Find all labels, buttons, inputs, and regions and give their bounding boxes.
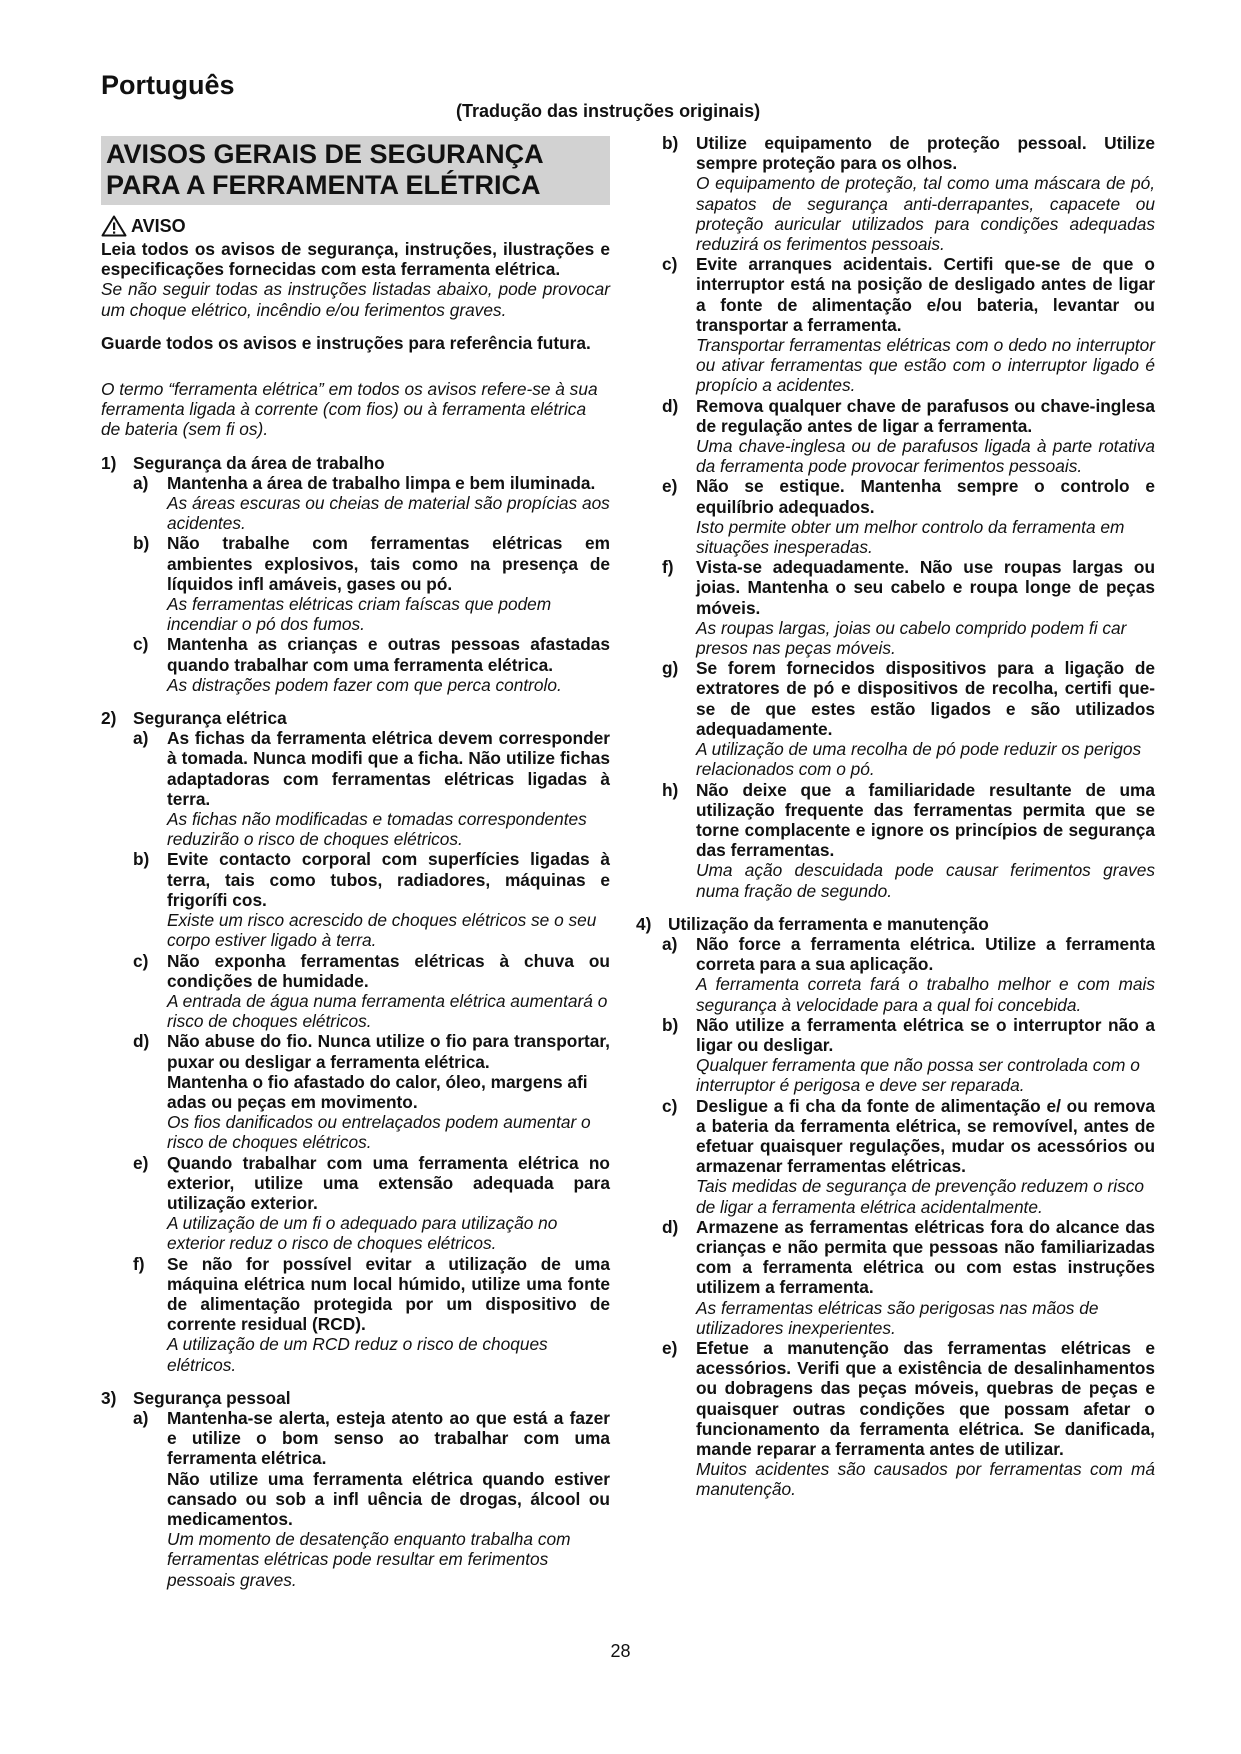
item-letter: e) (662, 1337, 678, 1358)
item-explanation: A entrada de água numa ferramenta elétrica aumentará o risco de choques elétricos. (167, 990, 608, 1032)
item-instruction: Não deixe que a familiaridade resultante de uma utilização frequente das ferramentas permita que se torne complacente e ignore os princípios de segurança das ferramentas. (696, 779, 1155, 861)
item-instruction: Evite arranques acidentais. Certifi que-se de que o interruptor está na posição de desligado antes de ligar a fonte de alimentação e/ou bateria, levantar ou transportar a ferramenta. (696, 254, 1155, 335)
right-column (636, 133, 1155, 1500)
item-letter: c) (662, 1095, 678, 1116)
item-explanation: As fichas não modificadas e tomadas correspondentes reduzirão o risco de choques elétricos. (167, 809, 587, 850)
term-definition: O termo “ferramenta elétrica” em todos os avisos refere-se à sua ferramenta ligada à corrente (com fios) ou à ferramenta elétrica de bateria (sem fi os). (101, 379, 598, 440)
list-item (133, 1254, 610, 1375)
item-letter: f) (662, 557, 674, 578)
item-instruction: Mantenha a área de trabalho limpa e bem iluminada. (167, 472, 596, 493)
list-item (662, 133, 1155, 254)
list-item (662, 476, 1155, 557)
item-letter: e) (662, 476, 678, 497)
item-explanation: Muitos acidentes são causados por ferramentas com má manutenção. (696, 1459, 1155, 1500)
item-instruction-2: Não utilize uma ferramenta elétrica quando estiver cansado ou sob a infl uência de drogas, álcool ou medicamentos. (167, 1468, 610, 1529)
keep-instructions: Guarde todos os avisos e instruções para referência futura. (101, 332, 591, 353)
warning-label: AVISO (131, 215, 186, 236)
list-item (662, 658, 1155, 779)
item-instruction: Se forem fornecidos dispositivos para a ligação de extratores de pó e dispositivos de recolha, certifi que-se de que estes estão ligados e são utilizados adequadamente. (696, 658, 1155, 739)
item-letter: d) (662, 395, 679, 416)
list-item (133, 1153, 610, 1254)
item-letter: a) (662, 933, 678, 954)
section-number: 2) (101, 708, 117, 729)
item-explanation: Um momento de desatenção enquanto trabalha com ferramentas elétricas pode resultar em ferimentos pessoais graves. (167, 1529, 571, 1590)
item-instruction: Efetue a manutenção das ferramentas elétricas e acessórios. Verifi que a existência de desalinhamentos ou dobragens das peças móveis, quebras de peças e quaisquer outras condições que possam afetar o funcionamento da ferramenta elétrica. Se danificada, mande reparar a ferramenta antes de utilizar. (696, 1337, 1155, 1459)
item-letter: b) (662, 1014, 679, 1035)
item-instruction: Armazene as ferramentas elétricas fora do alcance das crianças e não permita que pessoas não familiarizadas com a ferramenta elétrica ou com estas instruções utilizem a ferramenta. (696, 1216, 1155, 1298)
item-explanation: As ferramentas elétricas criam faíscas que podem incendiar o pó dos fumos. (167, 594, 552, 635)
item-explanation: As roupas largas, joias ou cabelo comprido podem fi car presos nas peças móveis. (696, 617, 1127, 659)
item-instruction: Não force a ferramenta elétrica. Utilize a ferramenta correta para a sua aplicação. (696, 933, 1155, 975)
item-explanation: Transportar ferramentas elétricas com o dedo no interruptor ou ativar ferramentas que estão com o interruptor ligado é propício a acidentes. (696, 335, 1155, 396)
section-number: 1) (101, 452, 117, 473)
list-item (133, 728, 610, 849)
item-explanation: Uma chave-inglesa ou de parafusos ligada à parte rotativa da ferramenta pode provocar ferimentos pessoais. (696, 436, 1155, 477)
list-item (133, 1408, 610, 1590)
item-letter: c) (133, 634, 149, 655)
item-letter: a) (133, 1407, 149, 1428)
item-instruction: Vista-se adequadamente. Não use roupas largas ou joias. Mantenha o seu cabelo e roupa longe de peças móveis. (696, 557, 1155, 618)
list-item (133, 634, 610, 695)
item-letter: a) (133, 728, 149, 749)
warning-explain: Se não seguir todas as instruções listadas abaixo, pode provocar um choque elétrico, incêndio e/ou ferimentos graves. (101, 279, 610, 320)
item-explanation: Uma ação descuidada pode causar ferimentos graves numa fração de segundo. (696, 860, 1155, 901)
section-title: Segurança pessoal (133, 1387, 291, 1408)
item-instruction: Quando trabalhar com uma ferramenta elétrica no exterior, utilize uma extensão adequada para utilização exterior. (167, 1152, 610, 1213)
warning-heading (101, 215, 610, 237)
list-item (133, 1031, 610, 1152)
item-instruction: Utilize equipamento de proteção pessoal. Utilize sempre proteção para os olhos. (696, 133, 1155, 174)
list-item (662, 934, 1155, 1015)
list-item (133, 951, 610, 1032)
item-letter: c) (133, 950, 149, 971)
left-column (101, 136, 610, 1590)
list-item (662, 396, 1155, 477)
item-instruction: Evite contacto corporal com superfícies ligadas à terra, tais como tubos, radiadores, máquinas e frigorífi cos. (167, 849, 610, 910)
item-instruction: Se não for possível evitar a utilização de uma máquina elétrica num local húmido, utilize uma fonte de alimentação protegida por um dispositivo de corrente residual (RCD). (167, 1253, 610, 1335)
list-item (662, 557, 1155, 658)
item-explanation: Existe um risco acrescido de choques elétricos se o seu corpo estiver ligado à terra. (167, 910, 597, 951)
item-explanation: O equipamento de proteção, tal como uma máscara de pó, sapatos de segurança anti-derrapantes, capacete ou proteção auricular utilizados para condições adequadas reduzirá os ferimentos pessoais. (696, 173, 1155, 255)
item-explanation: Os fios danificados ou entrelaçados podem aumentar o risco de choques elétricos. (167, 1112, 591, 1153)
item-letter: c) (662, 254, 678, 275)
list-item (133, 849, 610, 950)
item-letter: b) (133, 849, 150, 870)
title-line-2: PARA A FERRAMENTA ELÉTRICA (106, 170, 541, 200)
item-instruction: Mantenha as crianças e outras pessoas afastadas quando trabalhar com uma ferramenta elétrica. (167, 634, 610, 675)
section-title: Segurança da área de trabalho (133, 452, 385, 473)
item-explanation: As distrações podem fazer com que perca controlo. (167, 674, 562, 695)
item-letter: b) (133, 533, 150, 554)
item-letter: e) (133, 1152, 149, 1173)
item-explanation: A utilização de uma recolha de pó pode reduzir os perigos relacionados com o pó. (696, 739, 1142, 780)
section-heading-4 (636, 914, 1155, 934)
item-instruction: Não exponha ferramentas elétricas à chuva ou condições de humidade. (167, 950, 610, 991)
item-explanation: A utilização de um fi o adequado para utilização no exterior reduz o risco de choques elétricos. (167, 1213, 558, 1254)
item-instruction: Não trabalhe com ferramentas elétricas em ambientes explosivos, tais como na presença de líquidos infl amáveis, gases ou pó. (167, 533, 610, 594)
language-heading: Português (101, 70, 235, 100)
item-explanation: As ferramentas elétricas são perigosas nas mãos de utilizadores inexperientes. (696, 1297, 1099, 1338)
item-instruction: Não abuse do fio. Nunca utilize o fio para transportar, puxar ou desligar a ferramenta elétrica. (167, 1031, 610, 1072)
item-instruction: As fichas da ferramenta elétrica devem corresponder à tomada. Nunca modifi que a ficha. Não utilize fichas adaptadoras com ferramentas elétricas ligadas à terra. (167, 728, 610, 809)
list-item (133, 473, 610, 534)
item-letter: g) (662, 658, 679, 679)
item-instruction: Desligue a fi cha da fonte de alimentação e/ ou remova a bateria da ferramenta elétrica, se removível, antes de efetuar quaisquer regulações, mudar os acessórios ou armazenar ferramentas elétricas. (696, 1095, 1155, 1177)
translation-subtitle: (Tradução das instruções originais) (456, 101, 761, 121)
page-number: 28 (610, 1641, 631, 1661)
list-item (662, 1338, 1155, 1500)
list-item (662, 780, 1155, 901)
list-item (662, 1015, 1155, 1096)
section-number: 4) (636, 913, 652, 934)
item-explanation: Tais medidas de segurança de prevenção reduzem o risco de ligar a ferramenta elétrica acidentalmente. (696, 1176, 1144, 1217)
list-item (662, 1096, 1155, 1217)
warning-triangle-icon (101, 215, 127, 237)
list-item (133, 533, 610, 634)
item-explanation: A utilização de um RCD reduz o risco de choques elétricos. (167, 1334, 548, 1375)
item-letter: d) (133, 1031, 150, 1052)
list-item (662, 1217, 1155, 1338)
item-letter: d) (662, 1216, 679, 1237)
section-heading-3 (101, 1388, 610, 1408)
item-explanation: Isto permite obter um melhor controlo da ferramenta em situações inesperadas. (696, 516, 1125, 558)
section-heading-1 (101, 453, 610, 473)
item-letter: a) (133, 472, 149, 493)
item-letter: h) (662, 779, 679, 800)
item-explanation: A ferramenta correta fará o trabalho melhor e com mais segurança à velocidade para a qual foi concebida. (696, 974, 1155, 1015)
title-line-1: AVISOS GERAIS DE SEGURANÇA (106, 139, 544, 169)
item-instruction: Não se estique. Mantenha sempre o controlo e equilíbrio adequados. (696, 476, 1155, 517)
item-instruction-2: Mantenha o fio afastado do calor, óleo, margens afi adas ou peças em movimento. (167, 1071, 588, 1112)
item-letter: f) (133, 1253, 145, 1274)
item-explanation: Qualquer ferramenta que não possa ser controlada com o interruptor é perigosa e deve ser reparada. (696, 1055, 1140, 1096)
list-item (662, 254, 1155, 395)
item-instruction: Mantenha-se alerta, esteja atento ao que está a fazer e utilize o bom senso ao trabalhar com uma ferramenta elétrica. (167, 1407, 610, 1469)
section-title-box (101, 136, 610, 205)
item-instruction: Remova qualquer chave de parafusos ou chave-inglesa de regulação antes de ligar a ferramenta. (696, 395, 1155, 436)
item-letter: b) (662, 133, 679, 153)
section-heading-2 (101, 708, 610, 728)
item-instruction: Não utilize a ferramenta elétrica se o interruptor não a ligar ou desligar. (696, 1014, 1155, 1055)
item-explanation: As áreas escuras ou cheias de material são propícias aos acidentes. (167, 493, 610, 534)
warning-lead: Leia todos os avisos de segurança, instruções, ilustrações e especificações fornecidas com esta ferramenta elétrica. (101, 239, 610, 280)
section-title: Utilização da ferramenta e manutenção (668, 913, 989, 934)
section-number: 3) (101, 1387, 117, 1408)
section-title: Segurança elétrica (133, 708, 287, 729)
